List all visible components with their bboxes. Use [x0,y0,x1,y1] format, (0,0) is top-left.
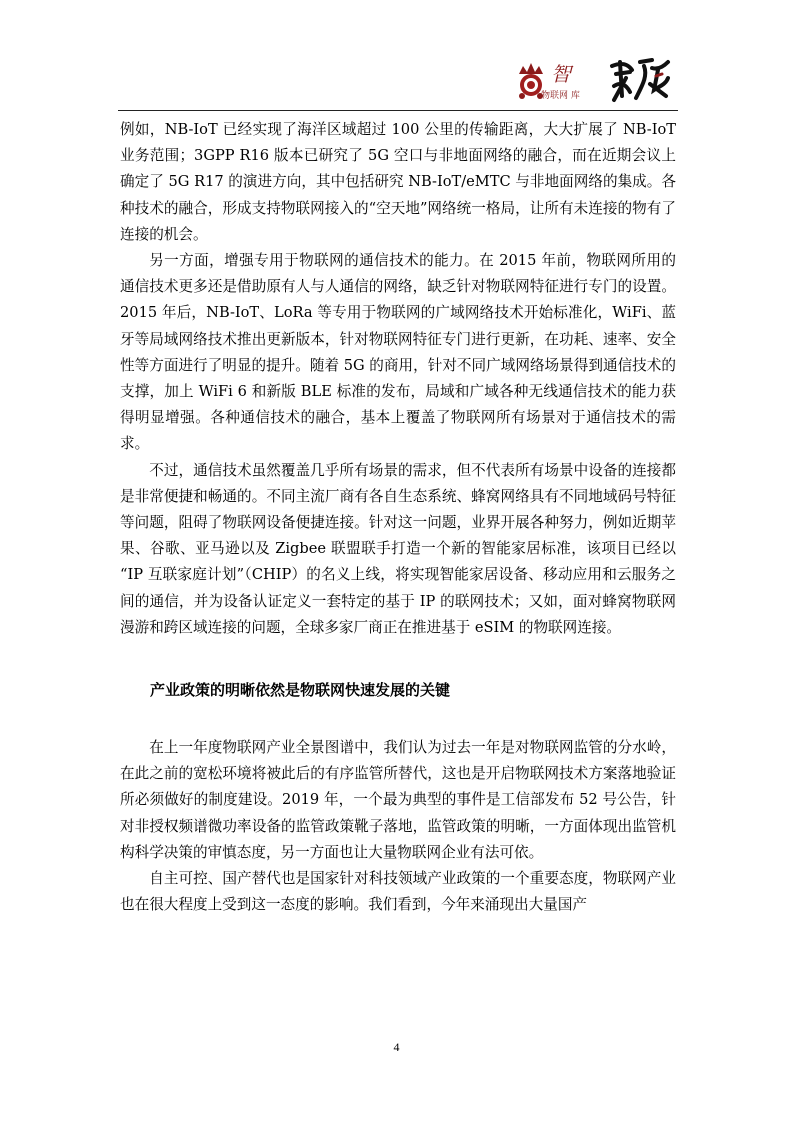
paragraph-5: 自主可控、国产替代也是国家针对科技领域产业政策的一个重要态度，物联网产业也在很大程度上受到这一态度的影响。我们看到，今年来涌现出大量国产 [120,870,676,914]
paragraph-4: 在上一年度物联网产业全景图谱中，我们认为过去一年是对物联网监管的分水岭，在此之前的宽松环境将被此后的有序监管所替代，这也是开启物联网技术方案落地验证所必须做好的制度建设。2019 年，一个最为典型的事件是工信部发布 52 号公告，针对非授权频谱微功率设备的监管政策靴子落地，监管政策的明晰，一方面体现出监管机构科学决策的审慎态度，另一方面也让大量物联网企业有法可依。 [120,739,676,861]
iot-library-logo [513,58,599,104]
page-number: 4 [393,1040,400,1054]
zhiwu-calligraphy-icon [608,56,672,104]
page-body [120,117,676,918]
logo-brand-suffix: 库 [570,91,580,101]
paragraph-3: 不过，通信技术虽然覆盖几乎所有场景的需求，但不代表所有场景中设备的连接都是非常便捷和畅通的。不同主流厂商有各自生态系统、蜂窝网络具有不同地域码号特征等问题，阻碍了物联网设备便捷连接。针对这一问题，业界开展各种努力，例如近期苹果、谷歌、亚马逊以及 Zigbee 联盟联手打造一个新的智能家居标准，该项目已经以 “IP 互联家庭计划”（CHIP）的名义上线，将实现智能家居设备、移动应用和云服务之间的通信，并为设备认证定义一套特定的基于 IP 的联网技术；又如，面对蜂窝物联网漫游和跨区域连接的问题，全球多家厂商正在推进基于 eSIM 的物联网连接。 [120,461,676,636]
section-heading: 产业政策的明晰依然是物联网快速发展的关键 [150,681,451,700]
paragraph-1: 例如，NB-IoT 已经实现了海洋区域超过 100 公里的传输距离，大大扩展了 NB-IoT 业务范围；3GPP R16 版本已研究了 5G 空口与非地面网络的融合，而在近期会议上确定了 5G R17 的演进方向，其中包括研究 NB-IoT/eMTC 与非地面网络的集成。各种技术的融合，形成支持物联网接入的“空天地”网络统一格局，让所有未连接的物有了连接的机会。 [120,121,676,243]
page-header [0,0,793,112]
logo-brand-name: 物联网 [541,91,569,101]
paragraph-2: 另一方面，增强专用于物联网的通信技术的能力。在 2015 年前，物联网所用的通信技术更多还是借助原有人与人通信的网络，缺乏针对物联网特征进行专门的设置。2015 年后，NB-IoT、LoRa 等专用于物联网的广域网络技术开始标准化，WiFi、蓝牙等局域网络技术推出更新版本，针对物联网特征专门进行更新，在功耗、速率、安全性等方面进行了明显的提升。随着 5G 的商用，针对不同广域网络场景得到通信技术的支撑，加上 WiFi 6 和新版 BLE 标准的发布，局域和广域各种无线通信技术的能力获得明显增强。各种通信技术的融合，基本上覆盖了物联网所有场景对于通信技术的需求。 [120,252,676,453]
logo-zhi-character: 智 [551,62,571,86]
zhiwu-calligraphy-logo [608,56,672,104]
logo-brand-text [541,88,580,101]
header-rule [118,110,678,111]
